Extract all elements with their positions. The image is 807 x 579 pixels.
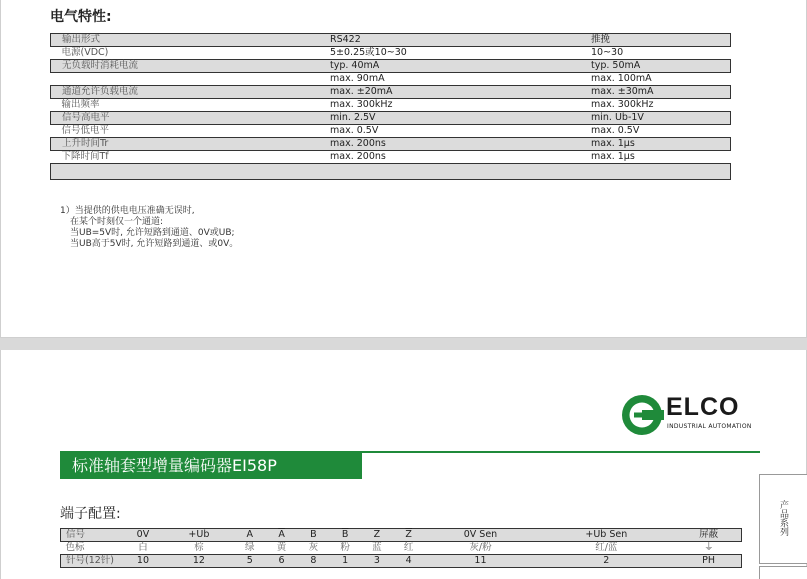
side-tab-product-series[interactable] <box>759 474 807 564</box>
footnote-line: 当UB=5V时, 允许短路到通道、0V或UB; <box>70 228 235 238</box>
terminal-section-title: 端子配置: <box>60 506 121 522</box>
table-row: 信号 0V +Ub A $\overline{A}$ B $\overline{B}$ Z $\overline{Z}$ 0V Sen +Ub Sen 屏蔽 <box>61 529 742 542</box>
footnote-line: 当UB高于5V时, 允许短路到通道、或0V。 <box>70 239 239 249</box>
elco-logo-mark-icon <box>620 393 664 437</box>
ground-icon: ⏚ <box>704 542 714 553</box>
brand-tagline: INDUSTRIAL AUTOMATION <box>667 423 752 430</box>
brand-name: ELCO <box>666 393 740 421</box>
table-row: 针号(12针) 10 12 5 6 8 1 3 4 11 2 PH <box>61 555 742 568</box>
electrical-section-title: 电气特性: <box>50 9 112 25</box>
table-row: 无负载时消耗电流 typ. 40mA typ. 50mA <box>51 60 731 73</box>
elco-logo <box>620 393 760 439</box>
table-row: 输出频率 max. 300kHz max. 300kHz <box>61 99 654 110</box>
product-title: 标准轴套型增量编码器EI58P <box>60 453 362 479</box>
electrical-spec-table <box>50 33 731 180</box>
footnote-line: 1）当提供的供电电压准确无误时, <box>60 206 195 216</box>
page-separator <box>0 338 807 350</box>
table-row: max. 90mA max. 100mA <box>330 73 652 84</box>
footnote-line: 在某个时刻仅一个通道: <box>70 217 164 227</box>
table-row: 下降时间Tf max. 200ns max. 1μs <box>61 151 635 162</box>
table-row: 电源(VDC) 5±0.25或10~30 10~30 <box>61 47 624 58</box>
side-tab-next[interactable] <box>759 566 807 579</box>
table-row: 信号低电平 max. 0.5V max. 0.5V <box>61 125 640 136</box>
terminal-table <box>60 528 742 568</box>
table-row: 信号高电平 min. 2.5V min. Ub-1V <box>51 112 731 125</box>
table-row <box>51 164 731 180</box>
table-row: 上升时间Tr max. 200ns max. 1μs <box>51 138 731 151</box>
footnotes <box>60 206 238 250</box>
table-row: 输出形式 RS422 推挽 <box>51 34 731 47</box>
table-row: 色标 白 棕 绿 黄 灰 粉 蓝 红 灰/粉 红/蓝 ⏚ <box>61 542 742 555</box>
table-row: 通道允许负载电流 max. ±20mA max. ±30mA <box>51 86 731 99</box>
side-tab-label: 产品系列 <box>778 500 788 536</box>
